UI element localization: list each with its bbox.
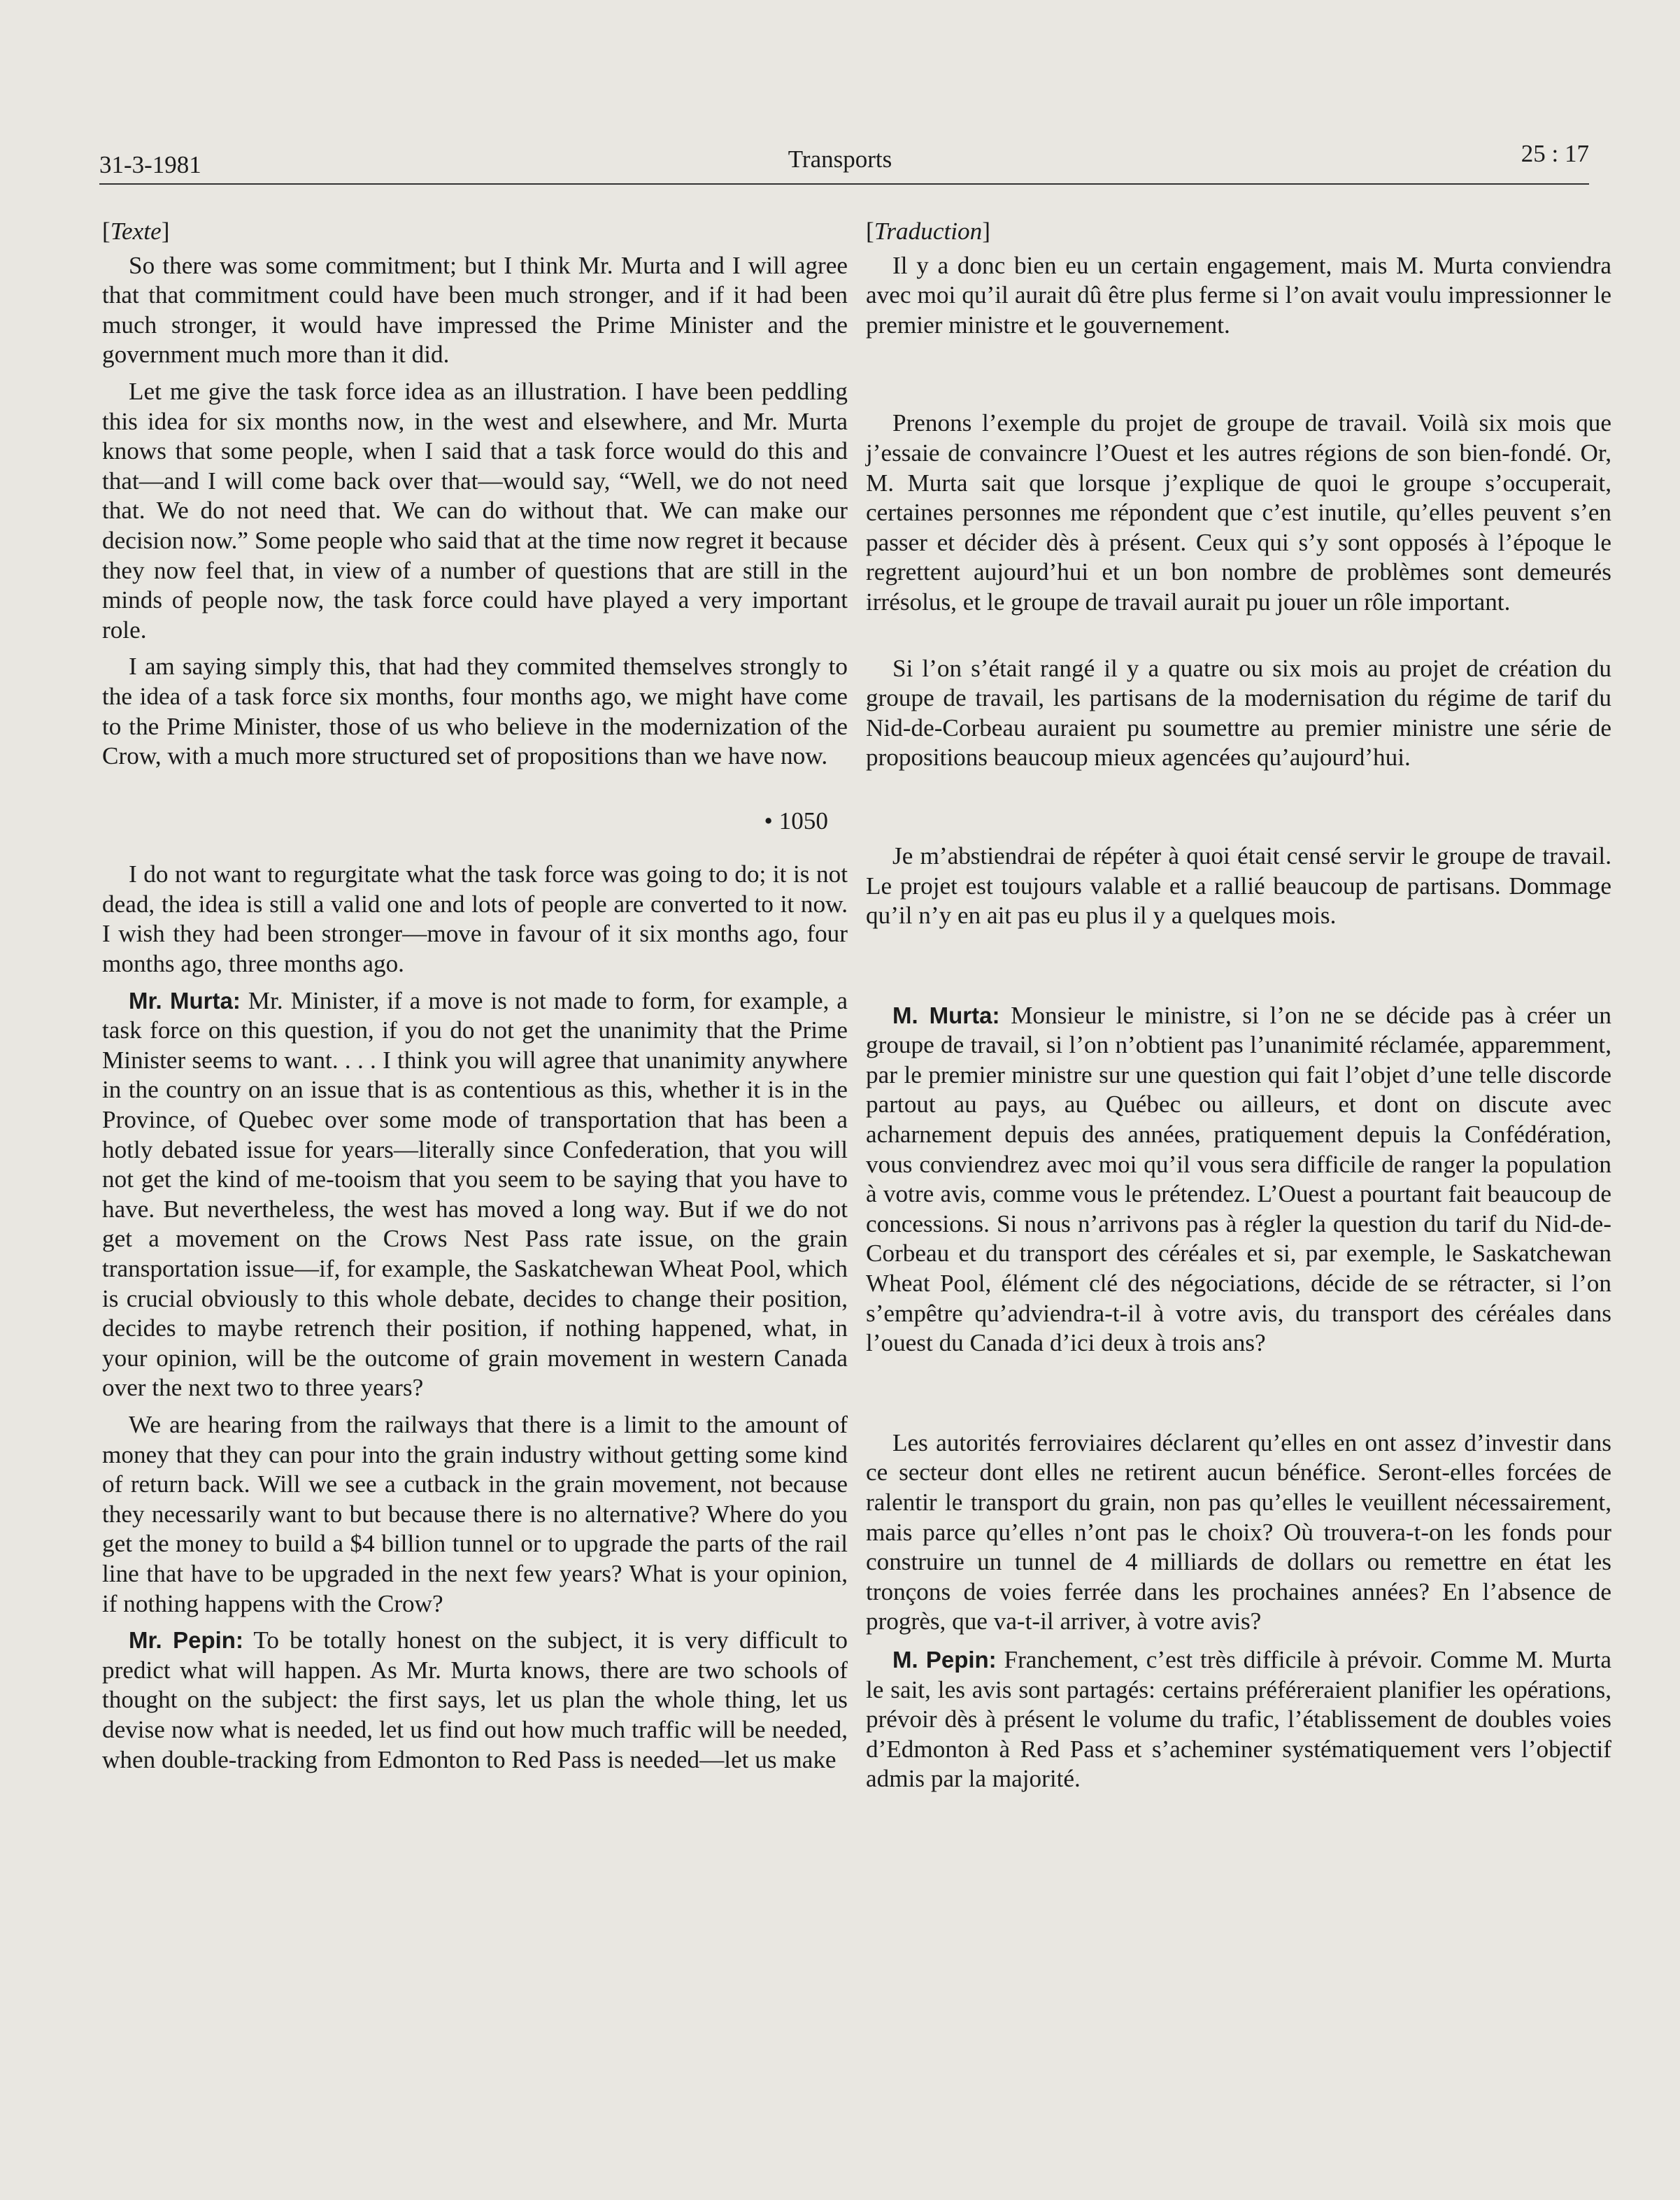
english-column <box>102 217 848 1775</box>
paragraph <box>102 1626 848 1775</box>
paragraph: Les autorités ferroviaires déclarent qu’elles en ont assez d’investir dans ce secteur dont elles ne retirent aucun bénéfice. Seront-elles forcées de ralentir le transport du grain, non pas qu’elles le veuillent nécessairement, mais parce qu’elles n’ont pas le choix? Où trouvera-t-on les fonds pour construire un tunnel de 4 milliards de dollars ou remettre en état les tronçons de voies ferrée dans les prochaines années? En l’absence de progrès, que va-t-il arriver, à votre avis? <box>866 1428 1611 1635</box>
header-date: 31-3-1981 <box>99 151 201 178</box>
paragraph: I do not want to regurgitate what the task force was going to do; it is not dead, the idea is still a valid one and lots of people are converted to it now. I wish they had been stronger—move in favour of it six months ago, four months ago, three months ago. <box>102 860 848 978</box>
french-column <box>866 217 1611 1794</box>
running-title: Transports <box>788 146 892 173</box>
speech-text: To be totally honest on the subject, it is very difficult to predict what will happen. As Mr. Murta knows, there are two schools of thought on the subject: the first says, let us plan the whole thing, let us devise now what is needed, let us find out how much traffic will be needed, when double-tracking from Edmonton to Red Pass is needed—let us make <box>102 1626 848 1773</box>
speech-text: Mr. Minister, if a move is not made to form, for example, a task force on this question, if you do not get the unanimity that the Prime Minister seems to want. . . . I think you will agree that unanimity anywhere in the country on an issue that is as contentious as this, whether it is in the Province, of Quebec over some mode of transportation that has been a hotly debated issue for years—literally since Confederation, that you will not get the kind of me-tooism that you seem to be saying that you have to have. But nevertheless, the west has moved a long way. But if we do not get a movement on the Crows Nest Pass rate issue, on the grain transportation issue—if, for example, the Saskatchewan Wheat Pool, which is crucial obviously to this whole debate, decides to change their position, decides to maybe retrench their position, if nothing happened, what, in your opinion, will be the outcome of grain movement in western Canada over the next two to three years? <box>102 986 848 1402</box>
section-tag: [Texte] <box>102 218 170 245</box>
paragraph: Prenons l’exemple du projet de groupe de travail. Voilà six mois que j’essaie de convaincre l’Ouest et les autres régions de son bien-fondé. Or, M. Murta sait que lorsque j’explique de quoi le groupe s’occuperait, certaines personnes me répondent que c’est inutile, qu’elles peuvent s’en passer et décider dès à présent. Ceux qui s’y sont opposés à l’époque le regrettent aujourd’hui et un bon nombre de problèmes sont demeurés irrésolus, et le groupe de travail aurait pu jouer un rôle important. <box>866 409 1611 616</box>
speaker-name: Mr. Pepin: <box>129 1627 243 1654</box>
paragraph: We are hearing from the railways that there is a limit to the amount of money that they can pour into the grain industry without getting some kind of return back. Will we see a cutback in the grain movement, not because they necessarily want to but because there is no alternative? Where do you get the money to build a $4 billion tunnel or to upgrade the parts of the rail line that have to be upgraded in the next few years? What is your opinion, if nothing happens with the Crow? <box>102 1410 848 1617</box>
paragraph: Je m’abstiendrai de répéter à quoi était censé servir le groupe de travail. Le projet est toujours valable et a rallié beaucoup de partisans. Dommage qu’il n’y en ait pas eu plus il y a quelques mois. <box>866 842 1611 930</box>
paragraph: Si l’on s’était rangé il y a quatre ou six mois au projet de création du groupe de travail, les partisans de la modernisation du régime de tarif du Nid-de-Corbeau auraient pu soumettre au premier ministre une série de propositions beaucoup mieux agencées qu’aujourd’hui. <box>866 654 1611 772</box>
paragraph: Il y a donc bien eu un certain engagement, mais M. Murta conviendra avec moi qu’il aurait dû être plus ferme si l’on avait voulu impressionner le premier ministre et le gouvernement. <box>866 251 1611 339</box>
paragraph: I am saying simply this, that had they commited themselves strongly to the idea of a task force six months, four months ago, we might have come to the Prime Minister, those of us who believe in the modernization of the Crow, with a much more structured set of propositions than we have now. <box>102 653 848 770</box>
speaker-name: M. Pepin: <box>892 1646 997 1673</box>
speaker-name: M. Murta: <box>892 1002 1000 1028</box>
paragraph <box>866 1645 1611 1794</box>
section-tag: [Traduction] <box>866 218 990 245</box>
paragraph: Let me give the task force idea as an illustration. I have been peddling this idea for six months now, in the west and elsewhere, and Mr. Murta knows that some people, when I said that a task force would do this and that—and I will come back over that—would say, “Well, we do not need that. We do not need that. We can do without that. We can make our decision now.” Some people who said that at the time now regret it because they now feel that, in view of a number of questions that are still in the minds of people now, the task force could have played a very important role. <box>102 377 848 644</box>
speaker-name: Mr. Murta: <box>129 987 241 1014</box>
paragraph: So there was some commitment; but I think Mr. Murta and I will agree that that commitment could have been much stronger, and if it had been much stronger, it would have impressed the Prime Minister and the government much more than it did. <box>102 251 848 369</box>
paragraph <box>102 986 848 1403</box>
paragraph <box>866 1001 1611 1358</box>
time-marker: • 1050 <box>764 807 828 835</box>
page-number: 25 : 17 <box>1521 140 1589 167</box>
header-rule <box>99 183 1589 185</box>
speech-text: Franchement, c’est très difficile à prévoir. Comme M. Murta le sait, les avis sont partagés: certains préféreraient planifier les opérations, prévoir dès à présent le volume du trafic, l’établissement de doubles voies d’Edmonton à Red Pass et s’acheminer systématiquement vers l’objectif admis par la majorité. <box>866 1645 1611 1793</box>
speech-text: Monsieur le ministre, si l’on ne se décide pas à créer un groupe de travail, si l’on n’obtient pas l’unanimité réclamée, apparemment, par le premier ministre sur une question qui fait l’objet d’une telle discorde partout au pays, au Québec ou ailleurs, et dont on discute avec acharnement depuis des années, pratiquement depuis la Confédération, vous conviendrez avec moi qu’il vous sera difficile de ranger la population à votre avis, comme vous le prétendez. L’Ouest a pourtant fait beaucoup de concessions. Si nous n’arrivons pas à régler la question du tarif du Nid-de-Corbeau et du transport des céréales et si, par exemple, le Saskatchewan Wheat Pool, élément clé des négociations, décide de se rétracter, si l’on s’empêtre qu’adviendra-t-il à votre avis, du transport des céréales dans l’ouest du Canada d’ici deux à trois ans? <box>866 1001 1611 1357</box>
